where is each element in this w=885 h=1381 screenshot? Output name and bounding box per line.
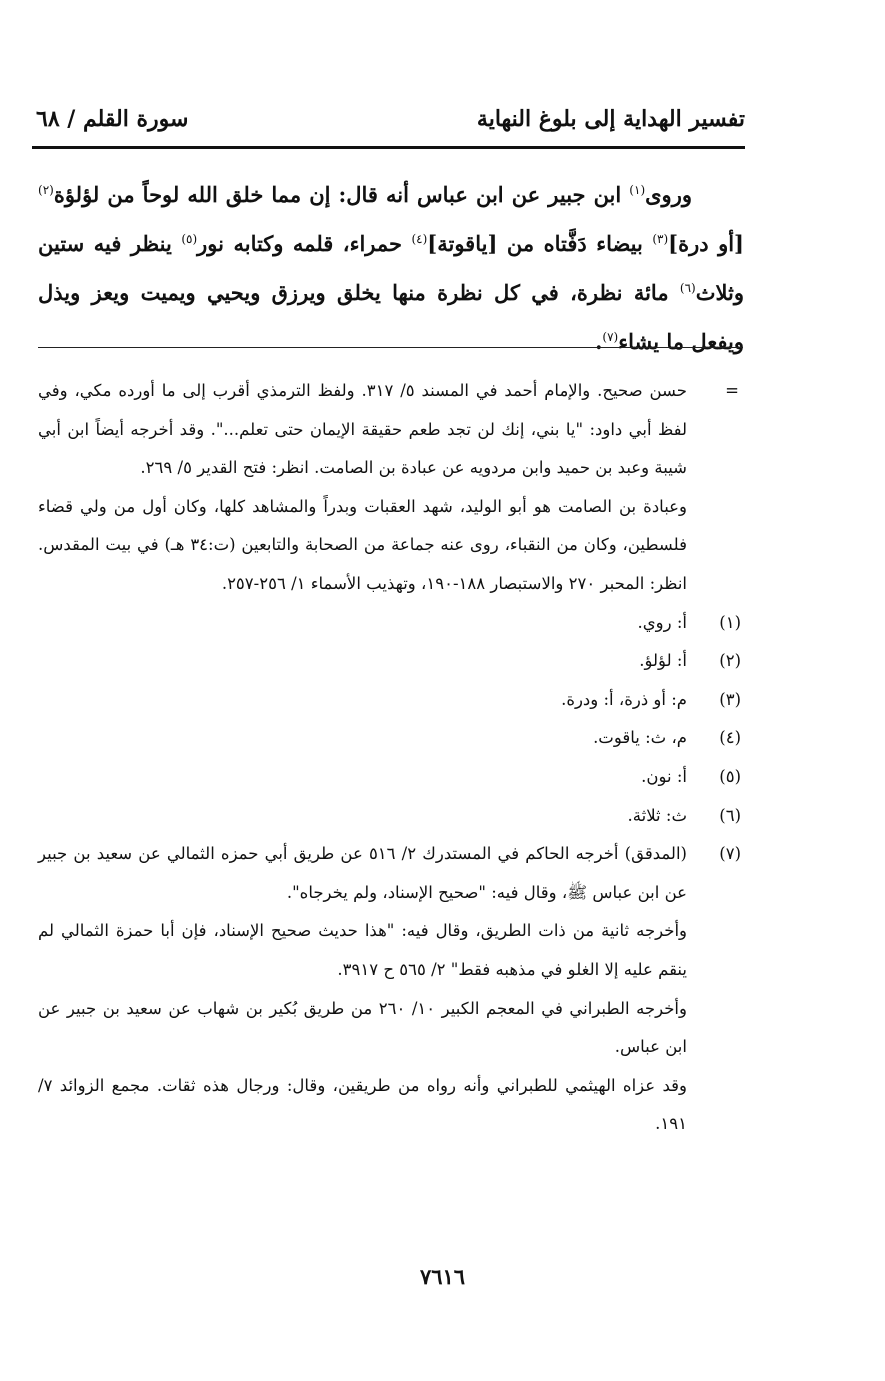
footnote-item: [38, 797, 743, 836]
footnote-number: (٦): [719, 805, 741, 825]
footnote-ref: (٤): [411, 232, 428, 246]
footnote-paragraph: حسن صحيح. والإمام أحمد في المسند ٥/ ٣١٧. ولفظ الترمذي أقرب إلى ما أورده مكي، وفي لفظ أبي داود: "يا بني، إنك لن تجد طعم حقيقة الإيمان حتى تعلم...". وقد أخرجه أيضاً ابن أبي شيبة وعبد بن حميد وابن مردويه عن عبادة بن الصامت. انظر: فتح القدير ٥/ ٢٦٩.: [38, 381, 687, 478]
footnote-text: أ: نون.: [641, 766, 687, 786]
footnote-item-7: [38, 835, 743, 1144]
footnote-item: [38, 681, 743, 720]
continuation-marker: =: [725, 381, 739, 400]
book-title: تفسير الهداية إلى بلوغ النهاية: [476, 106, 745, 132]
footnote-paragraph: وقد عزاه الهيثمي للطبراني وأنه رواه من طريقين، وقال: ورجال هذه ثقات. مجمع الزوائد ٧/ ١٩١.: [38, 1075, 687, 1134]
footnote-text: م، ث: ياقوت.: [593, 728, 687, 748]
footnote-continuation: [38, 372, 743, 604]
footnote-text: أ: روي.: [637, 612, 687, 632]
page-number: ٧٦١٦: [419, 1264, 466, 1289]
surah-page-label: سورة القلم / ٦٨: [36, 106, 189, 132]
footnote-number: (٧): [719, 844, 741, 864]
footnote-item: [38, 604, 743, 643]
footnote-number: (٣): [719, 689, 741, 709]
running-header: [32, 100, 745, 142]
footnote-item: [38, 719, 743, 758]
footnote-ref: (٢): [38, 183, 54, 197]
footnote-ref: (٧): [602, 330, 619, 344]
text-segment: بيضاء دَفَّتاه من [ياقوتة]: [427, 231, 653, 256]
footnote-paragraph: وأخرجه ثانية من ذات الطريق، وقال فيه: "هذا حديث صحيح الإسناد، فإن أبا حمزة الثمالي لم ينقم عليه إلا الغلو في مذهبه فقط" ٢/ ٥٦٥ ح ٣٩١٧.: [38, 921, 687, 979]
text-segment: .: [595, 329, 603, 354]
footnote-separator: [38, 347, 743, 348]
footnote-paragraph: (المدقق) أخرجه الحاكم في المستدرك ٢/ ٥١٦ عن طريق أبي حمزه الثمالي عن سعيد بن جبير عن ابن عباس ﷺ، وقال فيه: "صحيح الإسناد، ولم يخرجاه".: [38, 844, 687, 902]
footnote-ref: (٥): [181, 232, 198, 246]
footnote-number: (٥): [719, 766, 741, 786]
footnote-text: أ: لؤلؤ.: [639, 651, 687, 671]
footnote-ref: (٦): [679, 281, 696, 295]
footnote-paragraph: وعبادة بن الصامت هو أبو الوليد، شهد العقبات وبدراً والمشاهد كلها، وكان أول من ولي قضاء فلسطين، وكان من النقباء، روى عنه جماعة من الصحابة والتابعين (ت:٣٤ هـ) في بيت المقدس. انظر: المحبر ٢٧٠ والاستبصار ١٨٨-١٩٠، وتهذيب الأسماء ١/ ٢٥٦-٢٥٧.: [38, 496, 687, 593]
footnote-text: م: أو ذرة، أ: ودرة.: [561, 689, 687, 709]
text-segment: ينظر فيه ستين وثلاث: [38, 231, 744, 305]
text-segment: ابن جبير عن ابن عباس أنه قال: إن مما خلق الله لوحاً من لؤلؤة: [53, 182, 630, 207]
footnote-ref: (١): [629, 183, 646, 197]
footnote-paragraph: وأخرجه الطبراني في المعجم الكبير ١٠/ ٢٦٠ من طريق بُكير بن شهاب عن سعيد بن جبير عن ابن عباس.: [38, 998, 687, 1057]
text-segment: مائة نظرة، في كل نظرة منها يخلق ويرزق ويحيي ويميت ويعز ويذل ويفعل ما يشاء: [38, 280, 744, 354]
footnote-text: ث: ثلاثة.: [627, 805, 687, 825]
footnote-number: (٢): [719, 651, 741, 671]
footnote-number: (١): [719, 612, 741, 632]
header-rule: [32, 146, 745, 149]
text-segment: [أو درة]: [668, 231, 744, 256]
main-text: [38, 170, 744, 366]
footnote-number: (٤): [719, 728, 741, 748]
text-segment: حمراء، قلمه وكتابه نور: [197, 231, 412, 256]
footnotes: [38, 372, 743, 1144]
footnote-ref: (٣): [652, 232, 669, 246]
text-segment: وروى: [645, 182, 692, 207]
footnote-item: [38, 758, 743, 797]
footnote-item: [38, 642, 743, 681]
